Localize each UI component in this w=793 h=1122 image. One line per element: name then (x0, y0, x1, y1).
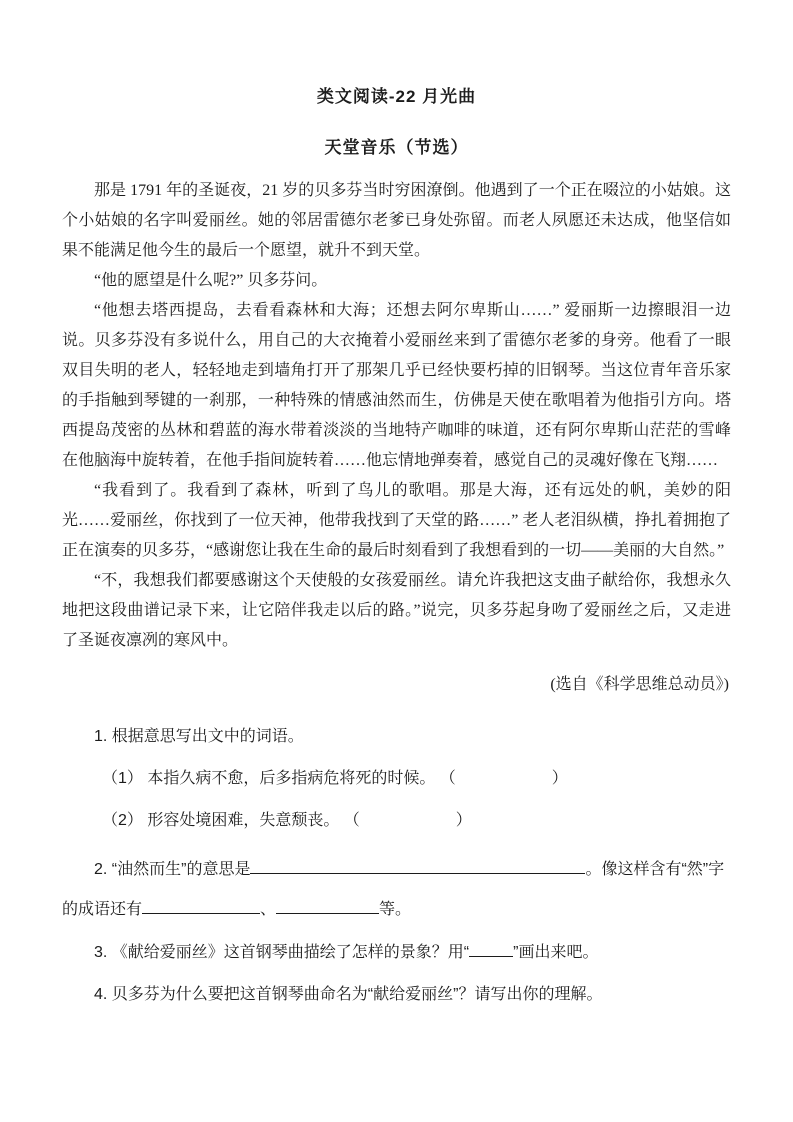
answer-blank (142, 898, 260, 914)
question-2-text: 。像这样含有 (585, 861, 682, 878)
question-2 (62, 850, 731, 930)
passage-paragraph: “他想去塔西提岛，去看看森林和大海；还想去阿尔卑斯山……” 爱丽斯一边擦眼泪一边说。贝多芬没有多说什么，用自己的大衣掩着小爱丽丝来到了雷德尔老爹的身旁。他看了一眼双目失明的老人，轻轻地走到墙角打开了那架几乎已经快要朽掉的旧钢琴。当这位青年音乐家的手指触到琴键的一刹那，一种特殊的情感油然而生，仿佛是天使在歌唱着为他指引方向。塔西提岛茂密的丛林和碧蓝的海水带着淡淡的当地特产咖啡的味道，还有阿尔卑斯山茫茫的雪峰在他脑海中旋转着，在他手指间旋转着……他忘情地弹奏着，感觉自己的灵魂好像在飞翔…… (62, 302, 731, 469)
answer-blank (469, 941, 513, 957)
question-2-text: 、 (260, 901, 277, 918)
question-1-item-1: （1） 本指久病不愈，后多指病危将死的时候。 （ ） (102, 770, 568, 787)
answer-blank (250, 858, 585, 874)
reading-passage (62, 176, 731, 700)
question-4: 4. 贝多芬为什么要把这首钢琴曲命名为“献给爱丽丝”？请写出你的理解。 (94, 986, 603, 1003)
question-3-text: 3. 《献给爱丽丝》这首钢琴曲描绘了怎样的景象？用“ (94, 944, 470, 961)
passage-title: 天堂音乐（节选） (324, 138, 469, 157)
question-section (62, 724, 731, 1008)
source-attribution: (选自《科学思维总动员》) (550, 676, 729, 693)
question-2-text: 2. “油然而生”的意思是 (94, 861, 251, 878)
passage-paragraph: “他的愿望是什么呢?” 贝多芬问。 (94, 272, 328, 289)
question-2-text: 等。 (379, 901, 412, 918)
question-1-stem: 1. 根据意思写出文中的词语。 (94, 728, 304, 745)
question-3-text: ”画出来吧。 (513, 944, 599, 961)
answer-blank (276, 898, 379, 914)
passage-paragraph: “不，我想我们都要感谢这个天使般的女孩爱丽丝。请允许我把这支曲子献给你，我想永久地把这段曲谱记录下来，让它陪伴我走以后的路。”说完，贝多芬起身吻了爱丽丝之后，又走进了圣诞夜凛冽的寒风中。 (62, 572, 731, 649)
question-3 (62, 940, 731, 966)
passage-paragraph: 那是 1791 年的圣诞夜，21 岁的贝多芬当时穷困潦倒。他遇到了一个正在啜泣的小姑娘。这个小姑娘的名字叫爱丽丝。她的邻居雷德尔老爹已身处弥留。而老人夙愿还未达成，他坚信如果不能满足他今生的最后一个愿望，就升不到天堂。 (62, 182, 731, 259)
question-1-item-2: （2） 形容处境困难，失意颓丧。 （ ） (102, 812, 472, 829)
lesson-title: 类文阅读-22 月光曲 (316, 87, 477, 106)
passage-paragraph: “我看到了。我看到了森林，听到了鸟儿的歌唱。那是大海，还有远处的帆，美妙的阳光……爱丽丝，你找到了一位天神，他带我找到了天堂的路……” 老人老泪纵横，挣扎着拥抱了正在演奏的贝多芬，“感谢您让我在生命的最后时刻看到了我想看到的一切——美丽的大自然。” (62, 482, 731, 559)
question-2-text: “然”字的成语还有 (62, 861, 725, 918)
